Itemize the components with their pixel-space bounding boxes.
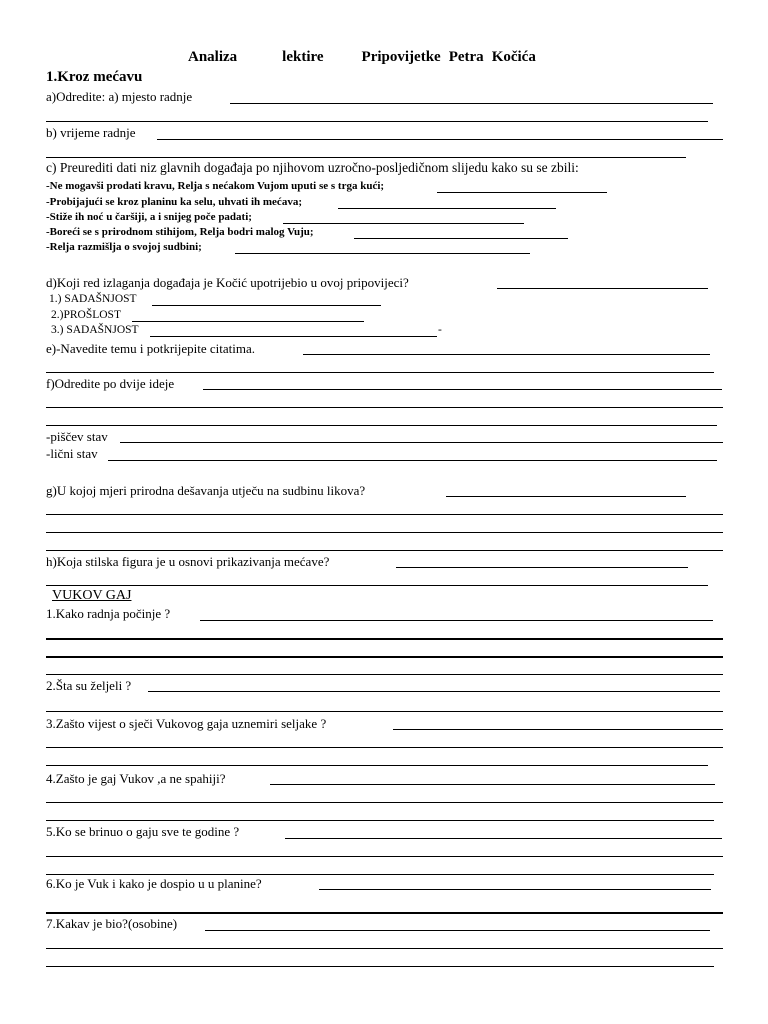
question-f: f)Odredite po dvije ideje <box>46 376 175 391</box>
answer-line[interactable] <box>446 496 686 497</box>
section-heading-kroz-mecavu: 1.Kroz mećavu <box>46 69 143 85</box>
answer-line[interactable] <box>46 856 723 857</box>
answer-line[interactable] <box>46 874 714 875</box>
answer-line[interactable] <box>46 532 723 533</box>
answer-line[interactable] <box>205 930 710 931</box>
answer-line[interactable] <box>437 192 607 193</box>
title-word: lektire <box>282 49 324 65</box>
answer-line[interactable] <box>338 208 556 209</box>
answer-line[interactable] <box>46 912 723 914</box>
answer-line[interactable] <box>46 425 717 426</box>
answer-line[interactable] <box>46 948 723 949</box>
question-e: e)-Navedite temu i potkrijepite citatima. <box>46 341 256 356</box>
order-item: 3.) SADAŠNJOST <box>51 324 139 336</box>
answer-line[interactable] <box>108 460 717 461</box>
question-a <box>46 90 192 103</box>
title-word: Pripovijetke <box>361 49 441 65</box>
order-item: 2.)PROŠLOST <box>51 309 121 321</box>
vukov-question-2: 2.Šta su željeli ? <box>46 678 132 693</box>
event-item: -Boreći se s prirodnom stihijom, Relja bodri malog Vuju; <box>46 226 314 238</box>
answer-line[interactable] <box>132 321 364 322</box>
vukov-question-6: 6.Ko je Vuk i kako je dospio u u planine? <box>46 876 262 891</box>
answer-line[interactable] <box>46 372 714 373</box>
answer-line[interactable] <box>46 585 708 586</box>
answer-line[interactable] <box>46 121 708 122</box>
question-h: h)Koja stilska figura je u osnovi prikazivanja mećave? <box>46 554 330 569</box>
answer-line[interactable] <box>46 514 723 515</box>
vukov-question-7: 7.Kakav je bio?(osobine) <box>46 916 178 931</box>
answer-line[interactable] <box>46 157 686 158</box>
answer-line[interactable] <box>270 784 715 785</box>
question-c: c) Preurediti dati niz glavnih događaja po njihovom uzročno-posljedičnom slijedu kako su se zbili: <box>46 160 579 175</box>
event-item: -Relja razmišlja o svojoj sudbini; <box>46 241 202 253</box>
vukov-question-4: 4.Zašto je gaj Vukov ,a ne spahiji? <box>46 771 226 786</box>
question-b: b) vrijeme radnje <box>46 125 136 140</box>
vukov-question-5: 5.Ko se brinuo o gaju sve te godine ? <box>46 824 240 839</box>
answer-line[interactable] <box>303 354 710 355</box>
order-tail-dash: - <box>438 324 442 336</box>
stav-licni: -lični stav <box>46 446 98 461</box>
answer-line[interactable] <box>203 389 722 390</box>
answer-line[interactable] <box>152 305 381 306</box>
answer-line[interactable] <box>285 838 722 839</box>
event-item: -Ne mogavši prodati kravu, Relja s nećakom Vujom uputi se s trga kući; <box>46 180 385 192</box>
answer-line[interactable] <box>46 407 723 408</box>
answer-line[interactable] <box>46 550 723 551</box>
answer-line[interactable] <box>150 336 437 337</box>
answer-line[interactable] <box>120 442 723 443</box>
answer-line[interactable] <box>46 747 723 748</box>
answer-line[interactable] <box>235 253 530 254</box>
answer-line[interactable] <box>46 674 723 675</box>
answer-line[interactable] <box>319 889 711 890</box>
answer-line[interactable] <box>354 238 568 239</box>
answer-line[interactable] <box>46 820 714 821</box>
answer-line[interactable] <box>148 691 720 692</box>
question-a-label: a)Odredite: a) mjesto radnje <box>46 89 193 104</box>
answer-line[interactable] <box>230 103 713 104</box>
answer-line[interactable] <box>46 802 723 803</box>
answer-line[interactable] <box>497 288 708 289</box>
answer-line[interactable] <box>157 139 723 140</box>
section-heading-vukov-gaj: VUKOV GAJ <box>52 588 132 603</box>
answer-line[interactable] <box>46 765 708 766</box>
answer-line[interactable] <box>283 223 524 224</box>
event-item: -Probijajući se kroz planinu ka selu, uhvati ih mećava; <box>46 196 302 208</box>
title-word: Petra <box>448 49 484 65</box>
title-word: Analiza <box>188 49 238 65</box>
answer-line[interactable] <box>200 620 713 621</box>
question-g: g)U kojoj mjeri prirodna dešavanja utječu na sudbinu likova? <box>46 483 366 498</box>
event-item: -Stiže ih noć u čaršiji, a i snijeg poče padati; <box>46 211 252 223</box>
title-word: Kočića <box>491 49 536 65</box>
answer-line[interactable] <box>46 638 723 640</box>
answer-line[interactable] <box>393 729 723 730</box>
answer-line[interactable] <box>396 567 688 568</box>
vukov-question-1: 1.Kako radnja počinje ? <box>46 606 171 621</box>
question-d: d)Koji red izlaganja događaja je Kočić upotrijebio u ovoj pripovijeci? <box>46 275 409 290</box>
stav-piscev: -piščev stav <box>46 429 108 444</box>
vukov-question-3: 3.Zašto vijest o sječi Vukovog gaja uznemiri seljake ? <box>46 716 327 731</box>
answer-line[interactable] <box>46 656 723 658</box>
page-title <box>188 50 536 65</box>
order-item: 1.) SADAŠNJOST <box>49 293 137 305</box>
answer-line[interactable] <box>46 711 723 712</box>
answer-line[interactable] <box>46 966 714 967</box>
